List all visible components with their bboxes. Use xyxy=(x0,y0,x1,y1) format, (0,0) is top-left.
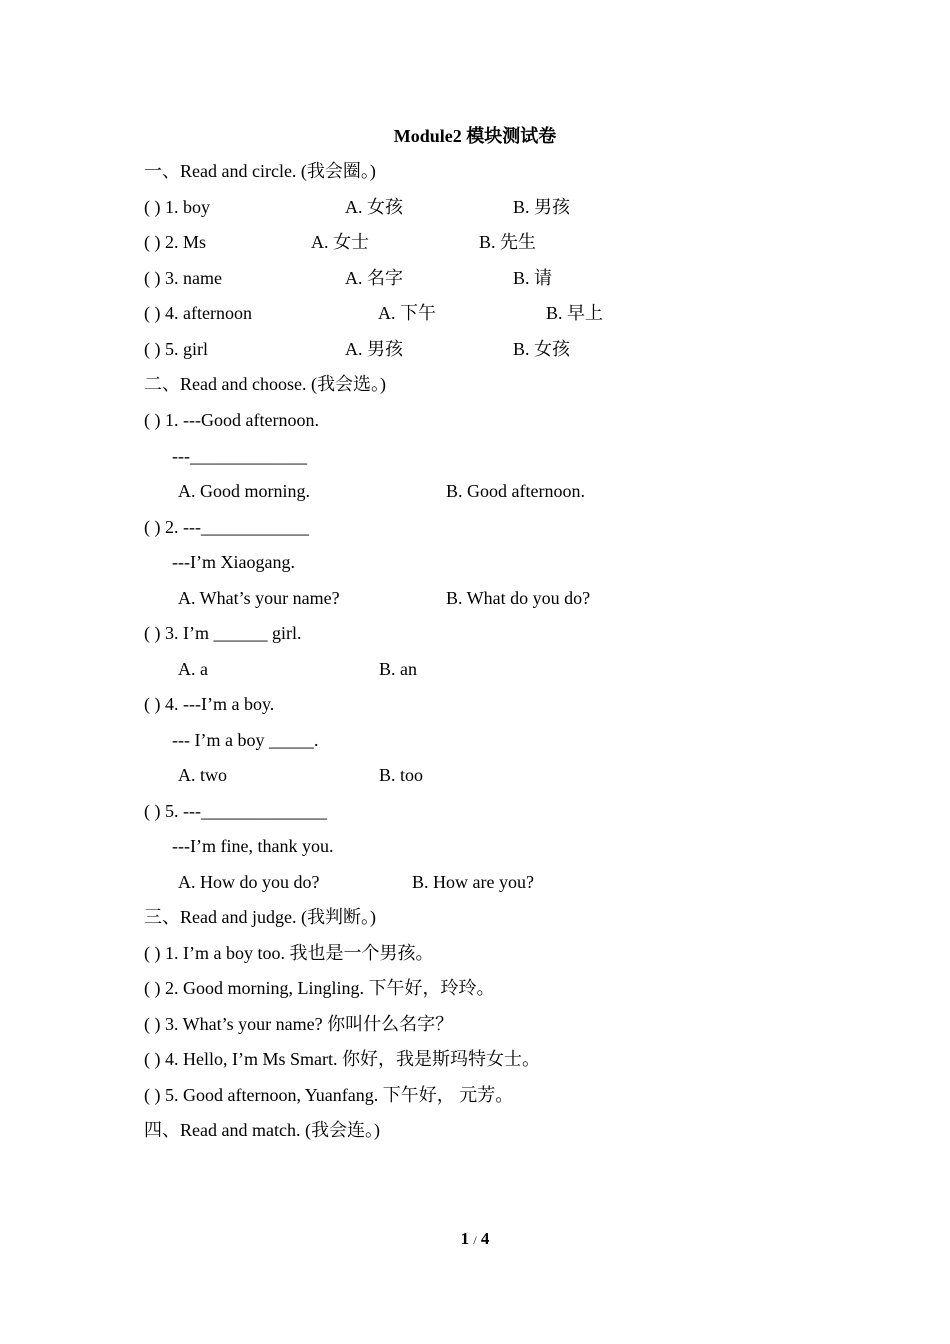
judge-item: ( ) 1. I’m a boy too. 我也是一个男孩。 xyxy=(144,943,434,963)
circle-option-b: B. 男孩 xyxy=(513,197,571,217)
choose-question: ( ) 5. ---______________ xyxy=(144,801,327,821)
circle-question: ( ) 3. name xyxy=(144,268,222,288)
judge-item: ( ) 3. What’s your name? 你叫什么名字？ xyxy=(144,1014,454,1034)
circle-option-b: B. 先生 xyxy=(479,232,537,252)
circle-question: ( ) 4. afternoon xyxy=(144,303,252,323)
choose-option-a: A. two xyxy=(178,765,227,785)
circle-question: ( ) 5. girl xyxy=(144,339,208,359)
section-heading-judge: 三、Read and judge. (我判断。) xyxy=(144,907,376,927)
section-heading-circle: 一、Read and circle. (我会圈。) xyxy=(144,161,376,181)
judge-item: ( ) 4. Hello, I’m Ms Smart. 你好，我是斯玛特女士。 xyxy=(144,1049,540,1069)
choose-option-b: B. too xyxy=(379,765,424,785)
page-title: Module2 模块测试卷 xyxy=(393,126,557,146)
circle-option-a: A. 女孩 xyxy=(345,197,403,217)
choose-option-b: B. How are you? xyxy=(412,872,534,892)
judge-item: ( ) 5. Good afternoon, Yuanfang. 下午好， 元芳。 xyxy=(144,1085,514,1105)
circle-option-b: B. 请 xyxy=(513,268,553,288)
page-number xyxy=(0,1228,950,1251)
choose-option-b: B. Good afternoon. xyxy=(446,481,585,501)
circle-question: ( ) 1. boy xyxy=(144,197,210,217)
circle-option-a: A. 女士 xyxy=(311,232,369,252)
circle-option-a: A. 名字 xyxy=(345,268,403,288)
section-heading-match: 四、Read and match. (我会连。) xyxy=(144,1120,380,1140)
circle-option-a: A. 下午 xyxy=(378,303,436,323)
choose-question: ( ) 2. ---____________ xyxy=(144,517,309,537)
choose-option-a: A. How do you do? xyxy=(178,872,320,892)
choose-reply: ---I’m fine, thank you. xyxy=(172,836,334,856)
choose-option-a: A. What’s your name? xyxy=(178,588,340,608)
choose-question: ( ) 3. I’m ______ girl. xyxy=(144,623,302,643)
choose-reply: ---I’m Xiaogang. xyxy=(172,552,295,572)
circle-option-a: A. 男孩 xyxy=(345,339,403,359)
choose-option-a: A. Good morning. xyxy=(178,481,310,501)
page-separator: / xyxy=(473,1233,477,1247)
choose-reply: ---_____________ xyxy=(172,446,307,466)
choose-question: ( ) 4. ---I’m a boy. xyxy=(144,694,275,714)
choose-reply: --- I’m a boy _____. xyxy=(172,730,319,750)
circle-option-b: B. 女孩 xyxy=(513,339,571,359)
choose-option-b: B. What do you do? xyxy=(446,588,591,608)
page-current: 1 xyxy=(460,1229,470,1248)
choose-question: ( ) 1. ---Good afternoon. xyxy=(144,410,319,430)
page-total: 4 xyxy=(480,1229,490,1248)
circle-option-b: B. 早上 xyxy=(546,303,604,323)
choose-option-b: B. an xyxy=(379,659,417,679)
choose-option-a: A. a xyxy=(178,659,208,679)
section-heading-choose: 二、Read and choose. (我会选。) xyxy=(144,374,386,394)
judge-item: ( ) 2. Good morning, Lingling. 下午好，玲玲。 xyxy=(144,978,495,998)
circle-question: ( ) 2. Ms xyxy=(144,232,206,252)
